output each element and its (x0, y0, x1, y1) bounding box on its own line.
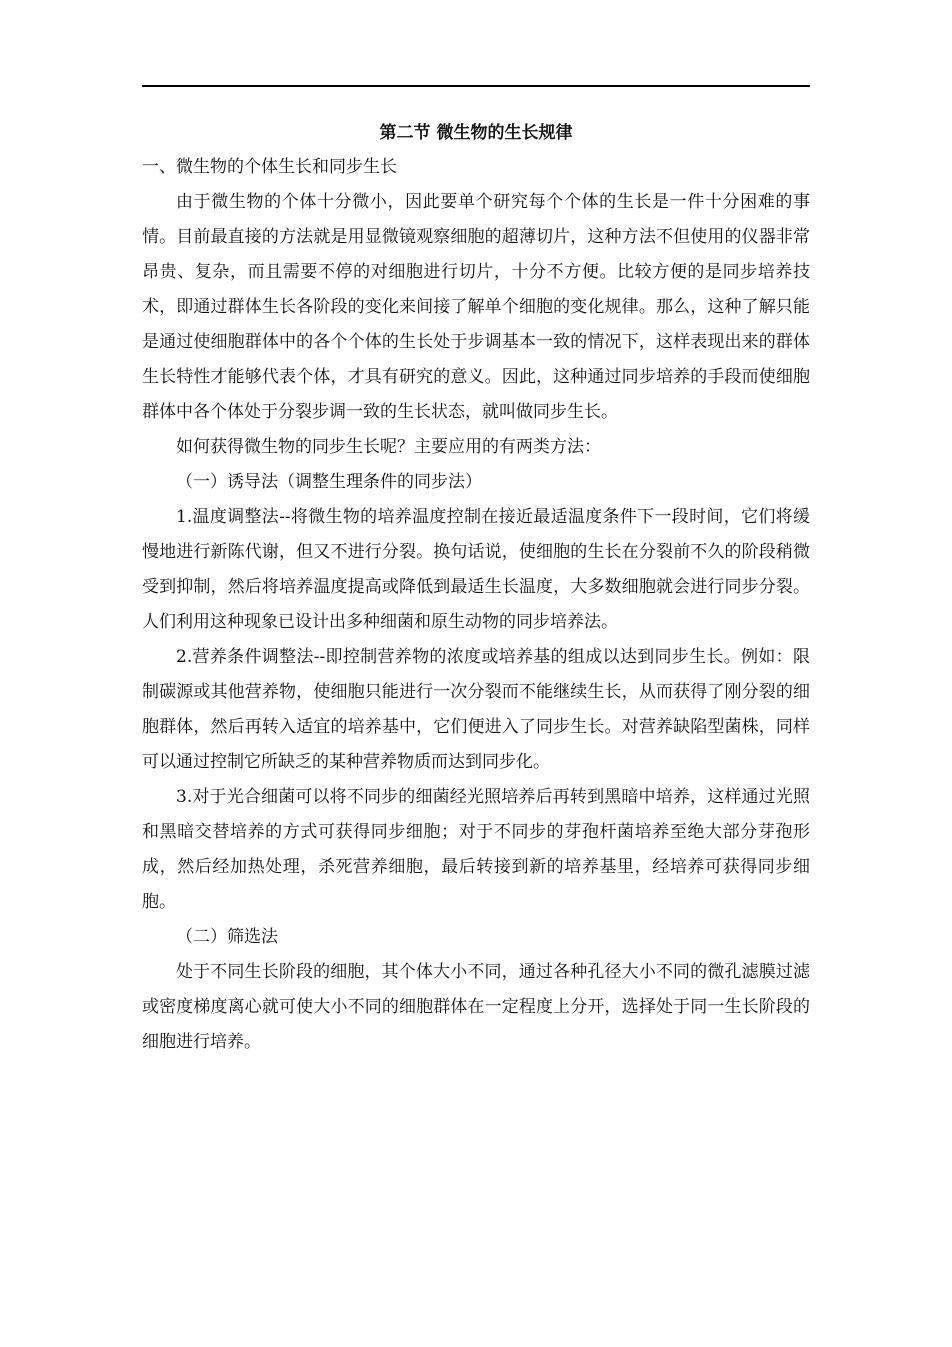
paragraph-intro: 由于微生物的个体十分微小，因此要单个研究每个个体的生长是一件十分困难的事情。目前最直接的方法就是用显微镜观察细胞的超薄切片，这种方法不但使用的仪器非常昂贵、复杂，而且需要不停的对细胞进行切片，十分不方便。比较方便的是同步培养技术，即通过群体生长各阶段的变化来间接了解单个细胞的变化规律。那么，这种了解只能是通过使细胞群体中的各个个体的生长处于步调基本一致的情况下，这样表现出来的群体生长特性才能够代表个体，才具有研究的意义。因此，这种通过同步培养的手段而使细胞群体中各个体处于分裂步调一致的生长状态，就叫做同步生长。 (142, 192, 810, 422)
paragraph-light: 3.对于光合细菌可以将不同步的细菌经光照培养后再转到黑暗中培养，这样通过光照和黑暗交替培养的方式可获得同步细胞；对于不同步的芽孢杆菌培养至绝大部分芽孢形成，然后经加热处理，杀死营养细胞，最后转接到新的培养基里，经培养可获得同步细胞。 (142, 787, 810, 912)
subheading-induction: （一）诱导法（调整生理条件的同步法） (176, 472, 482, 492)
paragraph-temperature: 1.温度调整法--将微生物的培养温度控制在接近最适温度条件下一段时间，它们将缓慢地进行新陈代谢，但又不进行分裂。换句话说，使细胞的生长在分裂前不久的阶段稍微受到抑制，然后将培养温度提高或降低到最适生长温度，大多数细胞就会进行同步分裂。人们利用这种现象已设计出多种细菌和原生动物的同步培养法。 (142, 507, 810, 632)
section-title: 第二节 微生物的生长规律 (379, 123, 573, 143)
header-rule (142, 85, 810, 87)
paragraph-nutrition: 2.营养条件调整法--即控制营养物的浓度或培养基的组成以达到同步生长。例如：限制碳源或其他营养物，使细胞只能进行一次分裂而不能继续生长，从而获得了刚分裂的细胞群体，然后再转入适宜的培养基中，它们便进入了同步生长。对营养缺陷型菌株，同样可以通过控制它所缺乏的某种营养物质而达到同步化。 (142, 647, 810, 772)
paragraph-methods-question: 如何获得微生物的同步生长呢？主要应用的有两类方法： (176, 437, 601, 457)
subheading-selection: （二）筛选法 (176, 927, 278, 947)
paragraph-selection: 处于不同生长阶段的细胞，其个体大小不同，通过各种孔径大小不同的微孔滤膜过滤或密度梯度离心就可使大小不同的细胞群体在一定程度上分开，选择处于同一生长阶段的细胞进行培养。 (142, 962, 810, 1052)
heading-1: 一、微生物的个体生长和同步生长 (142, 157, 397, 177)
document-body (142, 116, 810, 1060)
